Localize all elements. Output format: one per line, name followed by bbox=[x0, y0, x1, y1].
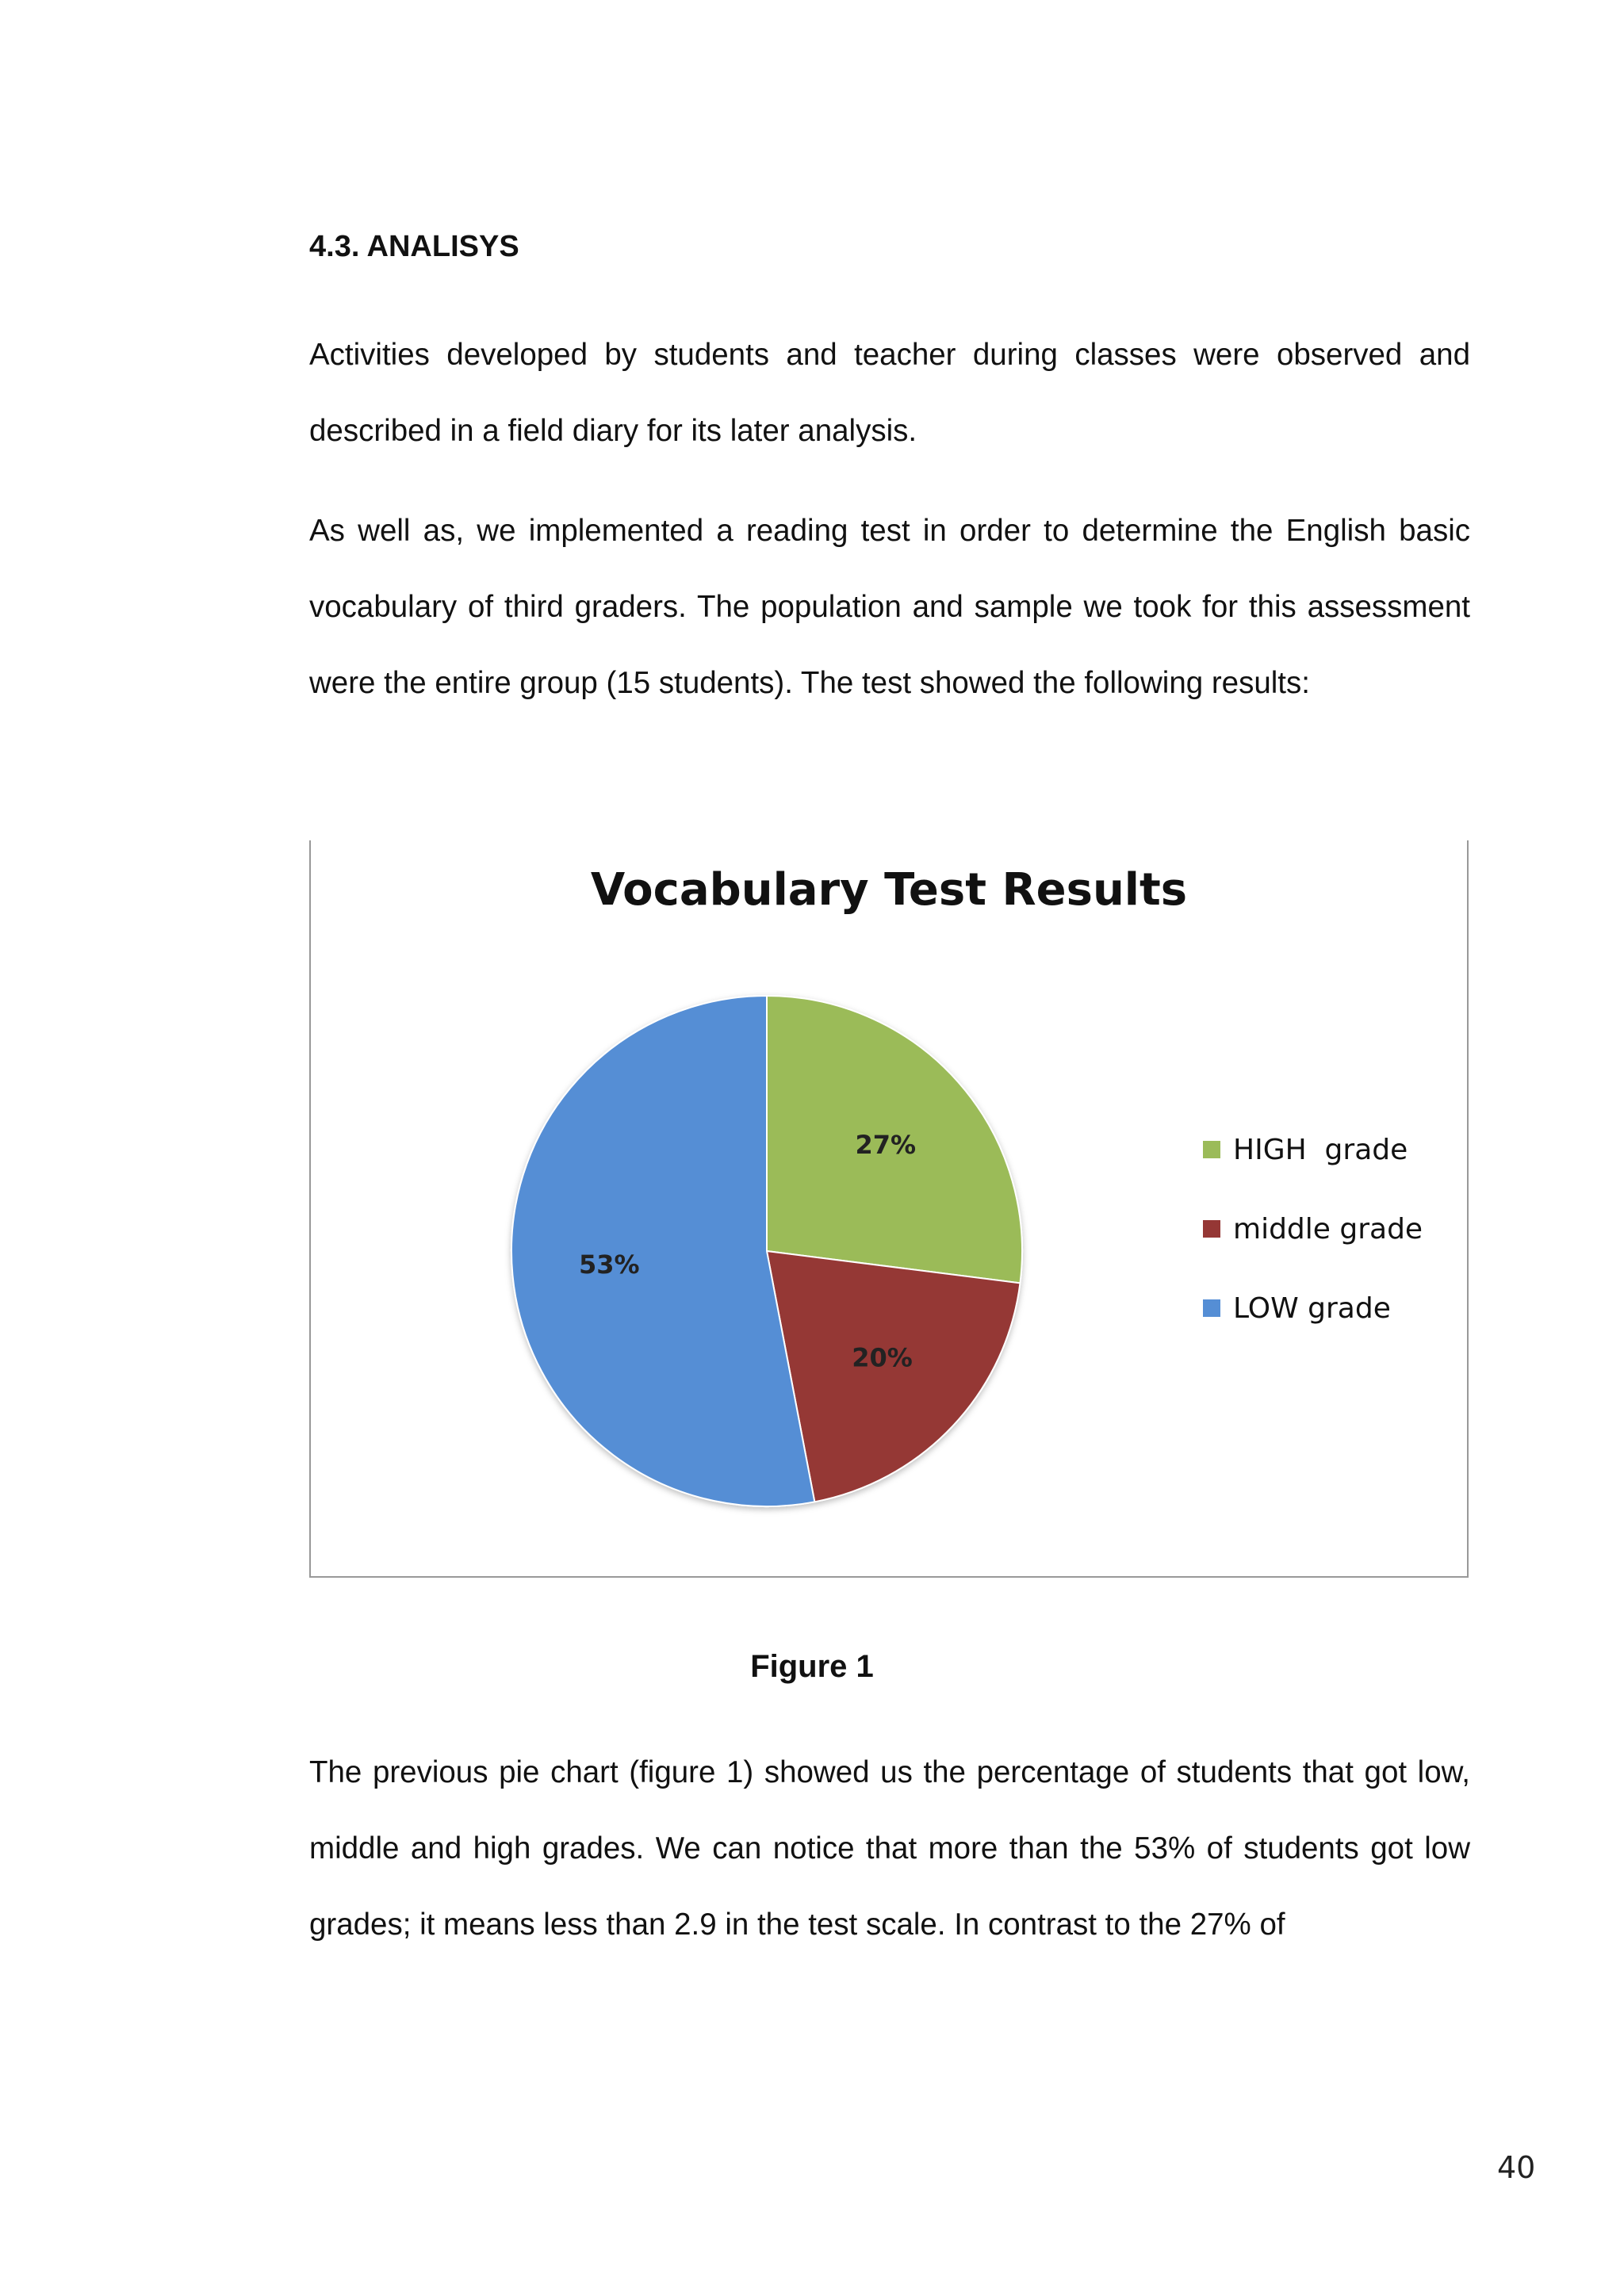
legend-swatch bbox=[1203, 1299, 1220, 1317]
chart-title: Vocabulary Test Results bbox=[590, 864, 1188, 916]
legend-label: LOW grade bbox=[1233, 1292, 1391, 1325]
legend-swatch bbox=[1203, 1141, 1220, 1158]
legend-item-high bbox=[1203, 1130, 1423, 1169]
legend-item-low bbox=[1203, 1288, 1423, 1328]
section-heading: 4.3. ANALISYS bbox=[309, 230, 519, 263]
pie-data-label-low: 53% bbox=[578, 1249, 640, 1280]
page-number: 40 bbox=[1497, 2150, 1536, 2185]
legend-swatch bbox=[1203, 1220, 1220, 1238]
paragraph-intro: Activities developed by students and teacher during classes were observed and described in a field diary for its later analysis. bbox=[309, 338, 1470, 448]
legend-label: HIGH grade bbox=[1233, 1133, 1408, 1166]
paragraph-test: As well as, we implemented a reading test in order to determine the English basic vocabulary of third graders. The population and sample we took for this assessment were the entire group (15 students). The test showed the following results: bbox=[309, 514, 1470, 700]
paragraph-discussion: The previous pie chart (figure 1) showed us the percentage of students that got low, middle and high grades. We can notice that more than the 53% of students got low grades; it means less than 2.9 in the test scale. In contrast to the 27% of bbox=[309, 1755, 1470, 1942]
figure-caption: Figure 1 bbox=[750, 1649, 874, 1684]
pie-data-label-high: 27% bbox=[855, 1129, 917, 1160]
legend-label: middle grade bbox=[1233, 1212, 1423, 1246]
pie-data-label-middle: 20% bbox=[852, 1342, 913, 1373]
legend-item-middle bbox=[1203, 1209, 1423, 1249]
pie-chart-figure bbox=[309, 840, 1469, 1578]
chart-legend bbox=[1203, 1130, 1423, 1328]
